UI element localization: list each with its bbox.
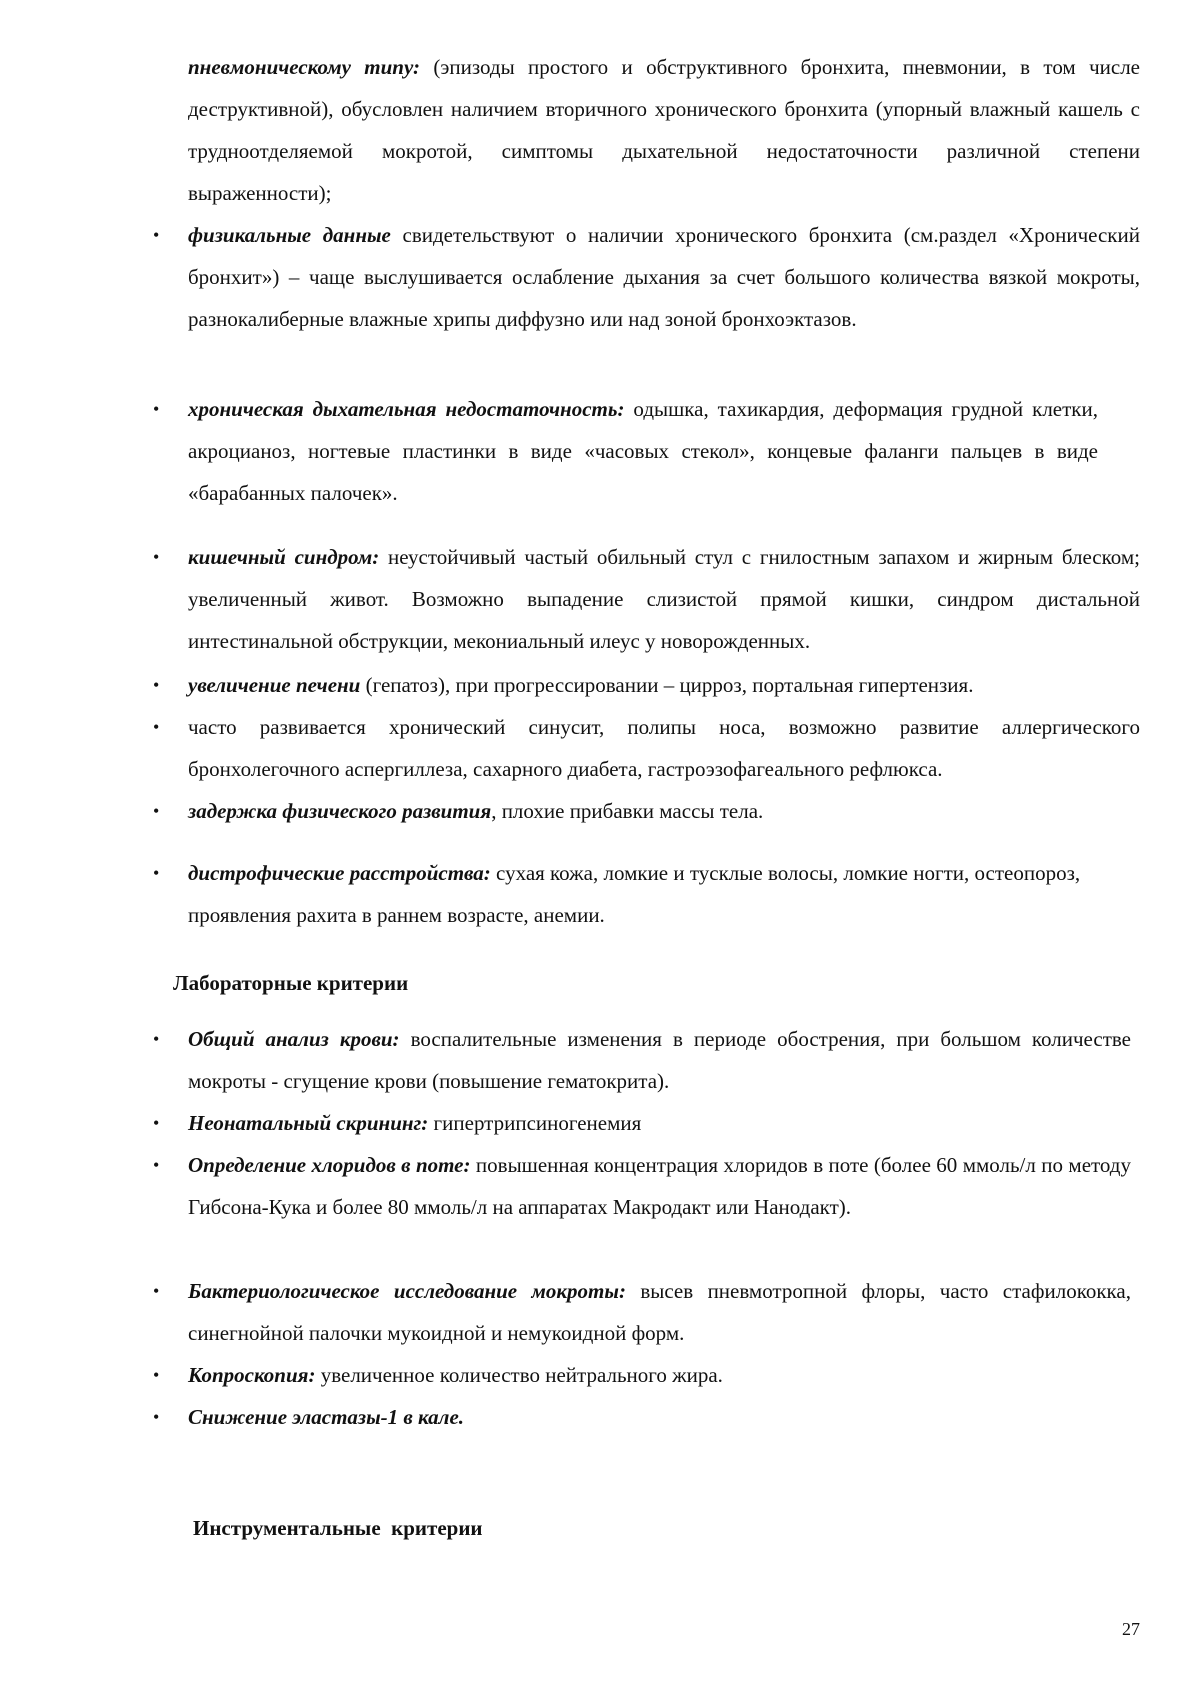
item-lead: Снижение эластазы-1 в кале. (188, 1405, 465, 1429)
intro-lead: пневмоническому типу: (188, 55, 420, 79)
list-item (188, 214, 1140, 340)
item-lead: задержка физического развития (188, 799, 492, 823)
list-item (188, 388, 1098, 514)
list-item (188, 664, 1140, 706)
item-text: увеличенное количество нейтрального жира. (315, 1363, 723, 1387)
item-text: часто развивается хронический синусит, полипы носа, возможно развитие аллергического бронхолегочного аспергиллеза, сахарного диабета, гастроэзофагеального рефлюкса. (188, 715, 1140, 781)
item-lead: Бактериологическое исследование мокроты: (188, 1279, 626, 1303)
item-lead: Неонатальный скрининг: (188, 1111, 429, 1135)
list-item (188, 852, 1098, 936)
list-item (188, 1354, 1140, 1396)
item-text: одышка, тахикардия, деформация грудной клетки, акроцианоз, ногтевые пластинки в виде «часовых стекол», концевые фаланги пальцев в виде «барабанных палочек». (188, 397, 1098, 505)
item-lead: кишечный синдром: (188, 545, 380, 569)
item-lead: Общий анализ крови: (188, 1027, 400, 1051)
item-lead: увеличение печени (188, 673, 361, 697)
item-lead: Копроскопия: (188, 1363, 316, 1387)
list-item (188, 536, 1140, 662)
item-text: повышенная концентрация хлоридов в поте (более 60 ммоль/л по методу Гибсона-Кука и более 80 ммоль/л на аппаратах Макродакт или Нанодакт). (188, 1153, 1131, 1219)
item-text: , плохие прибавки массы тела. (491, 799, 764, 823)
item-text: гипертрипсиногенемия (428, 1111, 642, 1135)
intro-paragraph (188, 46, 1140, 214)
item-text: воспалительные изменения в периоде обострения, при большом количестве мокроты - сгущение крови (повышение гематокрита). (188, 1027, 1131, 1093)
list-item (188, 1396, 1140, 1438)
item-lead: Определение хлоридов в поте: (188, 1153, 471, 1177)
item-lead: дистрофические расстройства: (188, 861, 491, 885)
list-item (188, 1270, 1131, 1354)
item-text: свидетельствуют о наличии хронического бронхита (см.раздел «Хронический бронхит») – чаще выслушивается ослабление дыхания за счет большого количества вязкой мокроты, разнокалиберные влажные хрипы диффузно или над зоной бронхоэктазов. (188, 223, 1140, 331)
instrumental-criteria-heading: Инструментальные критерии (193, 1516, 483, 1540)
page-number: 27 (1122, 1619, 1140, 1639)
item-text: неустойчивый частый обильный стул с гнилостным запахом и жирным блеском; увеличенный живот. Возможно выпадение слизистой прямой кишки, синдром дистальной интестинальной обструкции, мекониальный илеус у новорожденных. (188, 545, 1140, 653)
item-text: сухая кожа, ломкие и тусклые волосы, ломкие ногти, остеопороз, проявления рахита в раннем возрасте, анемии. (188, 861, 1081, 927)
item-lead: физикальные данные (188, 223, 391, 247)
list-item (188, 790, 1140, 832)
list-item (188, 1018, 1131, 1102)
lab-criteria-heading: Лабораторные критерии (173, 971, 409, 995)
list-item (188, 706, 1140, 790)
item-text: высев пневмотропной флоры, часто стафилококка, синегнойной палочки мукоидной и немукоидной форм. (188, 1279, 1131, 1345)
list-item (188, 1144, 1131, 1228)
item-lead: хроническая дыхательная недостаточность: (188, 397, 625, 421)
list-item (188, 1102, 1140, 1144)
item-text: (гепатоз), при прогрессировании – цирроз, портальная гипертензия. (360, 673, 974, 697)
intro-text: (эпизоды простого и обструктивного бронхита, пневмонии, в том числе деструктивной), обусловлен наличием вторичного хронического бронхита (упорный влажный кашель с трудноотделяемой мокротой, симптомы дыхательной недостаточности различной степени выраженности); (188, 55, 1140, 205)
